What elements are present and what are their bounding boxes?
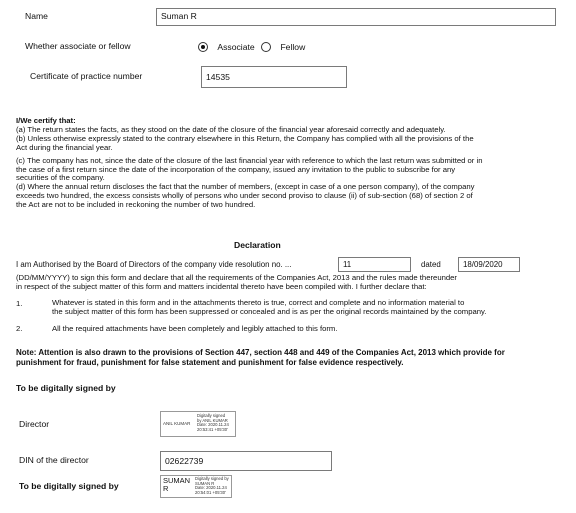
note-line2: punishment for fraud, punishment for false statement and punishment for false evidence respectively. [16,358,404,367]
item1-text [52,299,564,317]
certify-d2: exceeds two hundred, the excess consists wholly of persons who under second proviso to clause (ii) of sub-section (68) of section 2 of [16,191,473,201]
note-block [16,348,564,368]
associate-label: Associate [217,41,255,52]
secretary-signature-box[interactable] [160,475,232,498]
date-field[interactable]: 18/09/2020 [458,257,520,272]
director-signature-detail: by ANIL KUMAR [197,417,228,423]
certify-heading: I/We certify that: [16,116,76,125]
name-field[interactable]: Suman R [156,8,556,26]
fellow-label: Fellow [280,41,306,52]
director-signature-box[interactable] [160,411,236,437]
item1-line1: Whatever is stated in this form and in the attachments thereto is true, correct and complete and no information material to [52,298,465,307]
certify-c2: the case of a first return since the date of the incorporation of the company, issued any invitation to the public to subscribe for any [16,164,456,174]
certify-b1: (b) Unless otherwise expressly stated to the contrary elsewhere in this Return, the Company has complied with all the provisions of the [16,133,474,143]
certify-a: (a) The return states the facts, as they stood on the date of the closure of the financial year aforesaid correctly and adequately. [16,124,446,134]
assoc-label: Whether associate or fellow [25,41,131,51]
item1-number: 1. [16,299,23,308]
certify-b2: Act during the financial year. [16,142,113,152]
item2-number: 2. [16,324,23,333]
note-line1: Note: Attention is also drawn to the provisions of Section 447, section 448 and 449 of the Companies Act, 2013 which provide for [16,348,505,357]
associate-radio[interactable] [198,42,208,52]
dated-label: dated [421,260,441,269]
din-field[interactable]: 02622739 [160,451,332,471]
signed-by-heading-2: To be digitally signed by [19,481,119,491]
declaration-body [16,274,564,292]
cop-number-field[interactable]: 14535 [201,66,347,88]
assoc-radio-group [198,41,305,52]
certify-d3: the Act are not to be included in reckoning the number of two hundred. [16,200,256,210]
secretary-signature-detail: Digitally signed by [195,476,229,481]
certify-c1: (c) The company has not, since the date of the closure of the last financial year with reference to which the last return was submitted or in [16,155,483,165]
certify-d1: (d) Where the annual return discloses the fact that the number of members, (except in case of a one person company), of the company [16,182,475,192]
authorised-text: I am Authorised by the Board of Directors of the company vide resolution no. ... [16,260,292,269]
secretary-signature-detail: 20:54:01 +05'30' [195,489,226,495]
certify-block [16,117,564,210]
name-label: Name [25,11,48,21]
declaration-line2: (DD/MM/YYYY) to sign this form and declare that all the requirements of the Companies Act, 2013 and the rules made thereunder [16,273,457,282]
secretary-signature-details [195,477,229,495]
director-signature-detail: Date: 2020.11.24 [197,422,229,428]
fellow-radio[interactable] [261,42,271,52]
secretary-signature-name-line: SUMAN [163,476,191,485]
secretary-signature-detail: Date: 2020.11.24 [195,485,227,491]
din-label: DIN of the director [19,455,89,465]
director-label: Director [19,419,50,429]
secretary-signature-name [163,477,190,493]
item1-line2: the subject matter of this form has been suppressed or concealed and is as per the original records maintained by the company. [52,306,487,316]
declaration-heading: Declaration [234,240,281,250]
director-signature-name: ANIL KUMAR [163,421,191,426]
secretary-signature-detail: SUMAN R [195,480,215,486]
certify-c3: securities of the company. [16,173,105,183]
cop-label: Certificate of practice number [30,71,143,81]
director-signature-details [197,414,229,432]
director-signature-detail: 20:53:41 +05'30' [197,426,228,432]
item2-text: All the required attachments have been completely and legibly attached to this form. [52,324,338,333]
resolution-number-field[interactable]: 11 [338,257,411,272]
signed-by-heading-1: To be digitally signed by [16,383,116,393]
secretary-signature-name-line: R [163,484,169,493]
declaration-line3: in respect of the subject matter of this form and matters incidental thereto have been compiled with. I further declare that: [16,281,427,291]
director-signature-detail: Digitally signed [197,413,226,418]
